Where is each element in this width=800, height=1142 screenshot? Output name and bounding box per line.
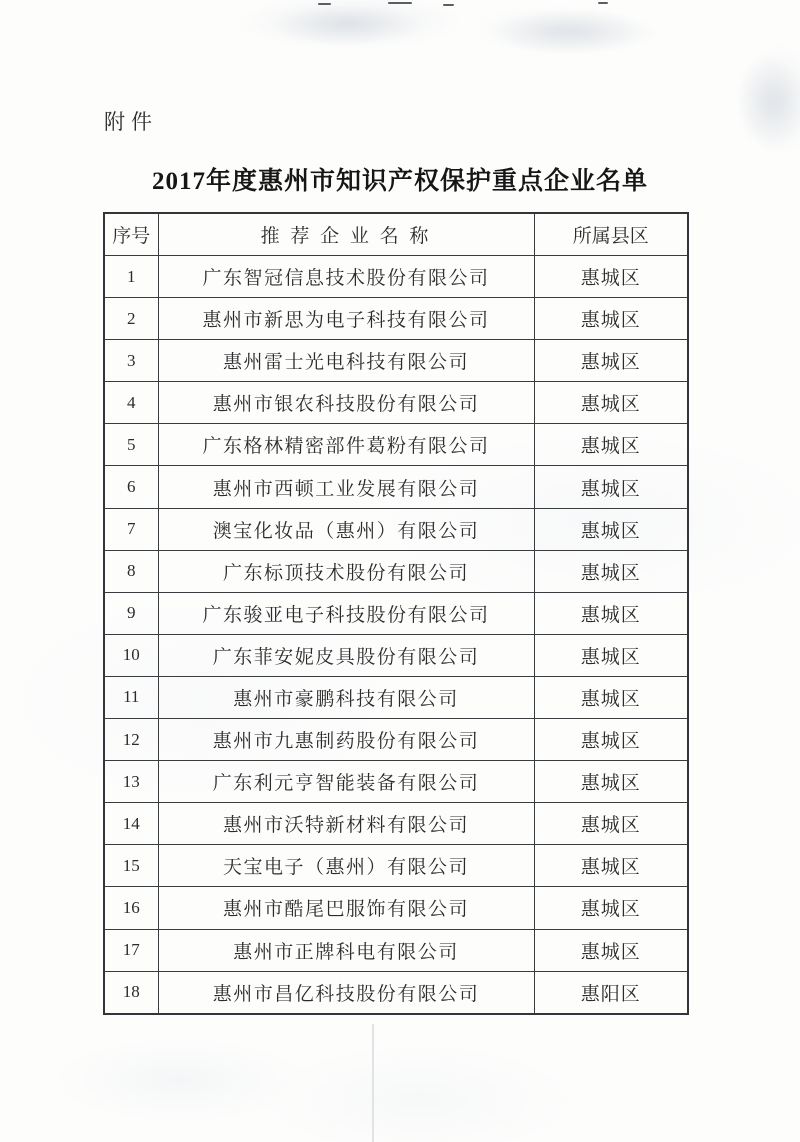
header-company: 推 荐 企 业 名 称 xyxy=(158,213,534,256)
company-name: 惠州市九惠制药股份有限公司 xyxy=(158,719,534,761)
district-name: 惠城区 xyxy=(534,382,688,424)
attachment-label: 附件 xyxy=(104,110,158,134)
row-number: 10 xyxy=(104,634,158,676)
district-name: 惠城区 xyxy=(534,803,688,845)
table-row xyxy=(104,466,688,508)
company-name: 天宝电子（惠州）有限公司 xyxy=(158,845,534,887)
scan-speck xyxy=(598,2,608,4)
district-name: 惠城区 xyxy=(534,719,688,761)
district-name: 惠城区 xyxy=(534,676,688,718)
district-name: 惠城区 xyxy=(534,550,688,592)
row-number: 6 xyxy=(104,466,158,508)
company-name: 惠州雷士光电科技有限公司 xyxy=(158,340,534,382)
row-number: 8 xyxy=(104,550,158,592)
scan-speck xyxy=(443,4,454,6)
company-name: 惠州市昌亿科技股份有限公司 xyxy=(158,971,534,1014)
district-name: 惠城区 xyxy=(534,929,688,971)
table-row xyxy=(104,340,688,382)
company-name: 广东菲安妮皮具股份有限公司 xyxy=(158,634,534,676)
district-name: 惠城区 xyxy=(534,340,688,382)
table-row xyxy=(104,550,688,592)
company-name: 广东利元亨智能装备有限公司 xyxy=(158,761,534,803)
company-name: 惠州市酷尾巴服饰有限公司 xyxy=(158,887,534,929)
district-name: 惠城区 xyxy=(534,887,688,929)
table-row xyxy=(104,676,688,718)
table-row xyxy=(104,592,688,634)
row-number: 9 xyxy=(104,592,158,634)
table-row xyxy=(104,424,688,466)
row-number: 4 xyxy=(104,382,158,424)
table-row xyxy=(104,634,688,676)
table-row xyxy=(104,803,688,845)
table-row xyxy=(104,887,688,929)
header-district: 所属县区 xyxy=(534,213,688,256)
scan-smudge xyxy=(490,10,660,55)
district-name: 惠城区 xyxy=(534,761,688,803)
company-name: 广东智冠信息技术股份有限公司 xyxy=(158,256,534,298)
company-name: 澳宝化妆品（惠州）有限公司 xyxy=(158,508,534,550)
district-name: 惠城区 xyxy=(534,592,688,634)
table-row xyxy=(104,929,688,971)
row-number: 14 xyxy=(104,803,158,845)
company-name: 广东标顶技术股份有限公司 xyxy=(158,550,534,592)
row-number: 7 xyxy=(104,508,158,550)
table-row xyxy=(104,256,688,298)
table-row xyxy=(104,971,688,1014)
table-row xyxy=(104,845,688,887)
district-name: 惠城区 xyxy=(534,634,688,676)
company-name: 惠州市正牌科电有限公司 xyxy=(158,929,534,971)
district-name: 惠城区 xyxy=(534,424,688,466)
company-name: 惠州市新思为电子科技有限公司 xyxy=(158,298,534,340)
table-body xyxy=(104,256,688,1014)
scan-smudge xyxy=(735,55,800,150)
district-name: 惠城区 xyxy=(534,298,688,340)
row-number: 16 xyxy=(104,887,158,929)
company-name: 惠州市豪鹏科技有限公司 xyxy=(158,676,534,718)
company-name: 惠州市银农科技股份有限公司 xyxy=(158,382,534,424)
district-name: 惠阳区 xyxy=(534,971,688,1014)
company-name: 惠州市沃特新材料有限公司 xyxy=(158,803,534,845)
enterprise-table xyxy=(103,212,689,1015)
company-name: 广东格林精密部件葛粉有限公司 xyxy=(158,424,534,466)
company-name: 广东骏亚电子科技股份有限公司 xyxy=(158,592,534,634)
header-index: 序号 xyxy=(104,213,158,256)
scan-speck xyxy=(388,2,412,4)
table-header-row xyxy=(104,213,688,256)
table-row xyxy=(104,761,688,803)
table-row xyxy=(104,298,688,340)
scan-smudge xyxy=(270,5,420,45)
page-title: 2017年度惠州市知识产权保护重点企业名单 xyxy=(151,168,648,195)
row-number: 2 xyxy=(104,298,158,340)
company-name: 惠州市西顿工业发展有限公司 xyxy=(158,466,534,508)
row-number: 12 xyxy=(104,719,158,761)
row-number: 1 xyxy=(104,256,158,298)
row-number: 18 xyxy=(104,971,158,1014)
table-row xyxy=(104,719,688,761)
district-name: 惠城区 xyxy=(534,508,688,550)
table-row xyxy=(104,508,688,550)
district-name: 惠城区 xyxy=(534,466,688,508)
table-row xyxy=(104,382,688,424)
scan-streak xyxy=(372,1024,374,1142)
district-name: 惠城区 xyxy=(534,256,688,298)
row-number: 15 xyxy=(104,845,158,887)
row-number: 17 xyxy=(104,929,158,971)
row-number: 3 xyxy=(104,340,158,382)
row-number: 11 xyxy=(104,676,158,718)
row-number: 13 xyxy=(104,761,158,803)
district-name: 惠城区 xyxy=(534,845,688,887)
row-number: 5 xyxy=(104,424,158,466)
